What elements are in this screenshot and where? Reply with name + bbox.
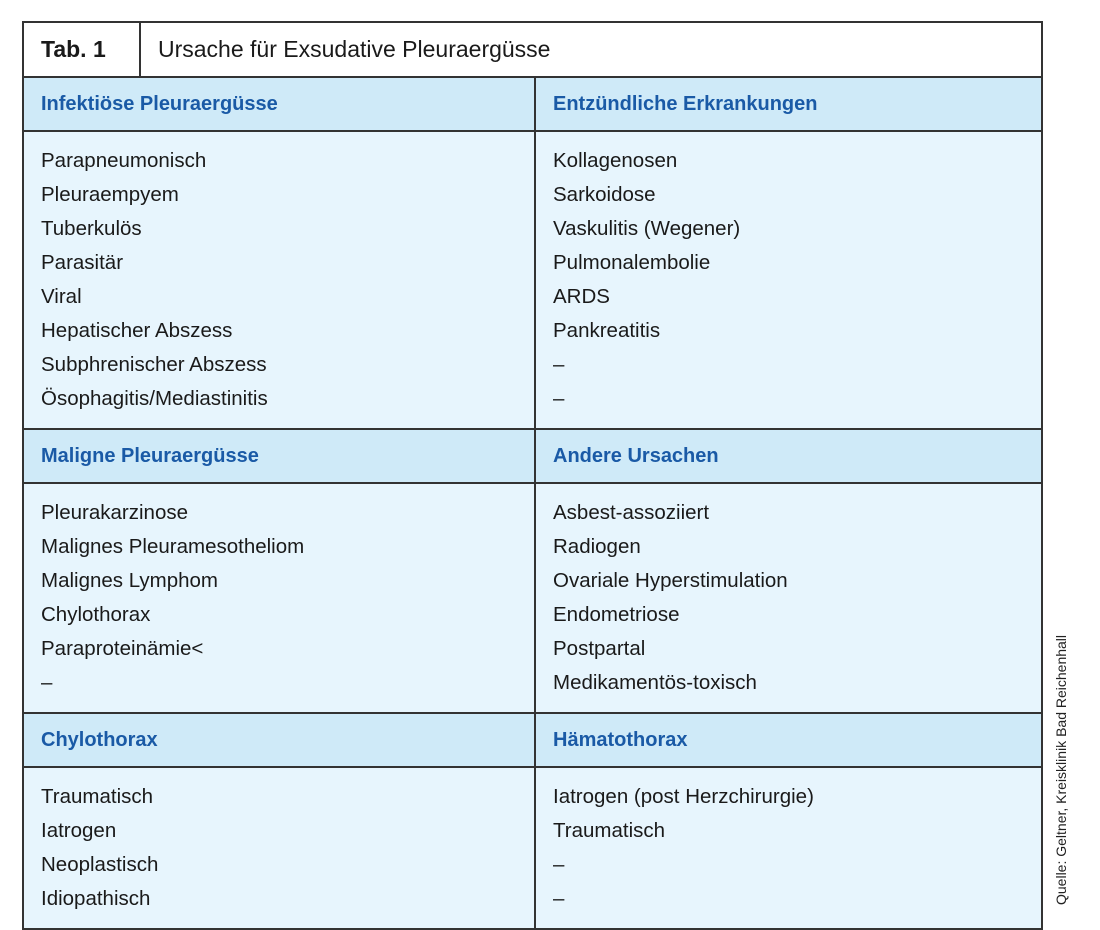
section-cell (24, 132, 534, 428)
list-item: – (553, 387, 565, 410)
section-header-row (24, 78, 1041, 132)
list-item: Traumatisch (41, 785, 154, 808)
list-item: Malignes Lymphom (41, 569, 218, 592)
section-header-row (24, 714, 1041, 768)
section-heading: Maligne Pleuraergüsse (41, 444, 259, 467)
section-cell (534, 768, 1041, 928)
table-title-row (24, 23, 1041, 78)
list-item: Kollagenosen (553, 149, 678, 172)
list-item: – (553, 853, 565, 876)
list-item: Chylothorax (41, 603, 151, 626)
section-heading: Chylothorax (41, 728, 158, 751)
section-heading: Andere Ursachen (534, 430, 1041, 482)
section-body-row (24, 132, 1041, 430)
causes-table (22, 21, 1043, 930)
list-item: Pankreatitis (553, 319, 661, 342)
list-item: Parasitär (41, 251, 124, 274)
list-item: ARDS (553, 285, 610, 308)
section-body-row (24, 768, 1041, 928)
section-cell (24, 768, 534, 928)
list-item: Pulmonalembolie (553, 251, 711, 274)
table-title: Ursache für Exsudative Pleuraergüsse (158, 36, 551, 62)
list-item: Hepatischer Abszess (41, 319, 233, 342)
list-item: Viral (41, 285, 82, 308)
list-item: Pleurakarzinose (41, 501, 188, 524)
table-label: Tab. 1 (24, 23, 141, 76)
list-item: Vaskulitis (Wegener) (553, 217, 741, 240)
section-body-row (24, 484, 1041, 714)
list-item: Neoplastisch (41, 853, 159, 876)
list-item: Iatrogen (post Herzchirurgie) (553, 785, 814, 808)
list-item: Radiogen (553, 535, 641, 558)
list-item: Ösophagitis/Mediastinitis (41, 387, 268, 410)
list-item: Idiopathisch (41, 887, 151, 910)
list-item: Subphrenischer Abszess (41, 353, 267, 376)
section-header-row (24, 430, 1041, 484)
list-item: Traumatisch (553, 819, 666, 842)
list-item: – (41, 671, 53, 694)
section-heading: Hämatothorax (534, 714, 1041, 766)
list-item: – (553, 353, 565, 376)
list-item: – (553, 887, 565, 910)
list-item: Sarkoidose (553, 183, 656, 206)
list-item: Ovariale Hyperstimulation (553, 569, 788, 592)
list-item: Medikamentös-toxisch (553, 671, 757, 694)
list-item: Iatrogen (41, 819, 117, 842)
section-heading: Infektiöse Pleuraergüsse (41, 92, 278, 115)
list-item: Postpartal (553, 637, 646, 660)
list-item: Pleuraempyem (41, 183, 179, 206)
list-item: Parapneumonisch (41, 149, 207, 172)
list-item: Malignes Pleuramesotheliom (41, 535, 305, 558)
list-item: Asbest-assoziiert (553, 501, 710, 524)
list-item: Tuberkulös (41, 217, 142, 240)
section-cell (534, 484, 1041, 712)
section-heading: Entzündliche Erkrankungen (534, 78, 1041, 130)
source-note: Quelle: Geltner, Kreisklinik Bad Reichenhall (1053, 634, 1069, 905)
section-cell (24, 484, 534, 712)
section-cell (534, 132, 1041, 428)
list-item: Paraproteinämie< (41, 637, 204, 660)
list-item: Endometriose (553, 603, 680, 626)
